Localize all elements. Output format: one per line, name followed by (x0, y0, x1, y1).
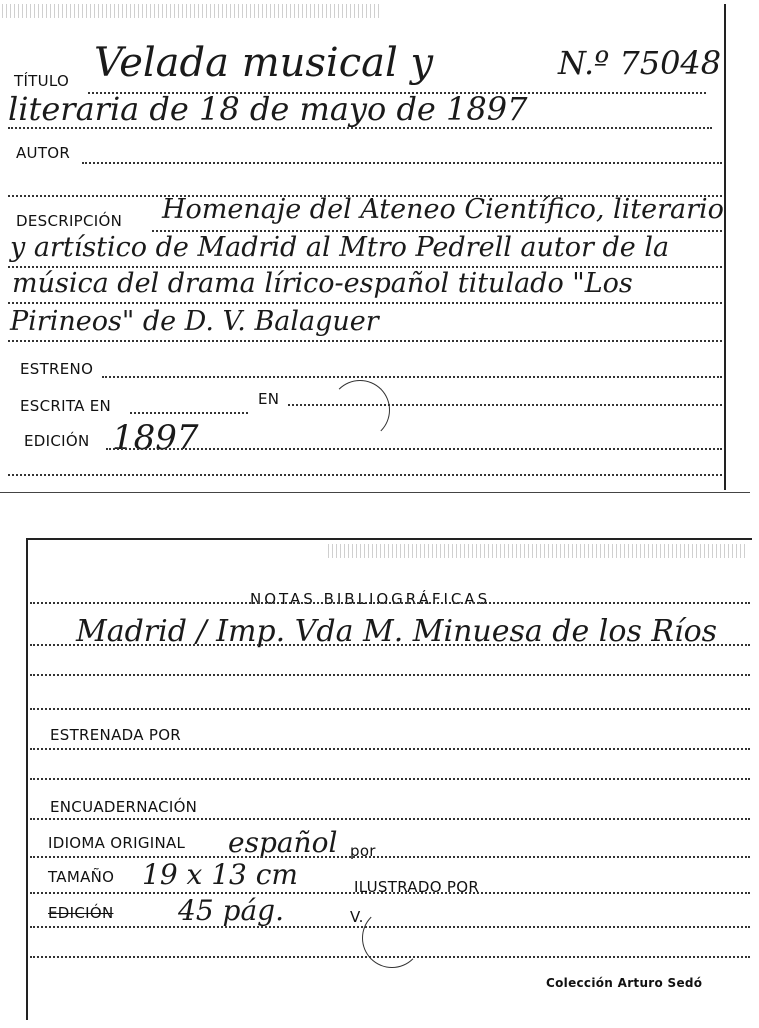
autor-dotted-line (82, 162, 722, 164)
blank-dotted-line-2 (30, 956, 750, 958)
idioma-label: IDIOMA ORIGINAL (48, 834, 186, 852)
estrenada-dotted-line (30, 748, 750, 750)
autor-label: AUTOR (16, 144, 71, 162)
descripcion-line2: y artístico de Madrid al Mtro Pedrell autor de la (10, 232, 670, 263)
descripcion-label: DESCRIPCIÓN (16, 212, 123, 230)
bottom-dotted-line (8, 474, 722, 476)
edicion-label: EDICIÓN (24, 432, 90, 450)
estrenada-label: ESTRENADA POR (50, 726, 182, 744)
notas-dotted-line-3 (30, 708, 750, 710)
descripcion-dotted-line-4 (8, 340, 722, 342)
paginas-value: 45 pág. (178, 894, 284, 927)
escrita-dotted-line (130, 412, 248, 414)
descripcion-dotted-line-3 (8, 302, 722, 304)
card-separator (0, 492, 750, 493)
idioma-value: español (228, 826, 338, 859)
descripcion-line1: Homenaje del Ateneo Científico, literario (162, 194, 724, 225)
tamano-label: TAMAÑO (48, 868, 115, 886)
encuadernacion-dotted-line (30, 818, 750, 820)
por-label: por (350, 842, 376, 860)
notas-dotted-line-2 (30, 674, 750, 676)
titulo-label: TÍTULO (14, 72, 70, 90)
tamano-value: 19 x 13 cm (142, 858, 298, 891)
edicion-dotted-line (30, 926, 750, 928)
estreno-label: ESTRENO (20, 360, 94, 378)
tamano-dotted-line (30, 892, 750, 894)
encuadernacion-label: ENCUADERNACIÓN (50, 798, 198, 816)
scan-noise (2, 4, 382, 18)
v-label: V. (350, 908, 364, 926)
titulo-line2: literaria de 18 de mayo de 1897 (8, 90, 528, 128)
coleccion-footer: Colección Arturo Sedó (546, 976, 703, 990)
notas-dotted-line-top (30, 602, 750, 604)
card-number: N.º 75048 (558, 44, 722, 82)
scan-noise (328, 544, 748, 558)
notas-label: NOTAS BIBLIOGRÁFICAS (250, 590, 491, 608)
punch-hole-mark (330, 380, 390, 440)
punch-hole-mark (362, 908, 422, 968)
en-label: EN (258, 390, 280, 408)
idioma-dotted-line (30, 856, 750, 858)
notas-value: Madrid / Imp. Vda M. Minuesa de los Ríos (76, 614, 718, 649)
ilustrado-label: ILUSTRADO POR (354, 878, 480, 896)
descripcion-line3: música del drama lírico-español titulado "Los (12, 268, 633, 299)
estreno-dotted-line (102, 376, 722, 378)
notas-dotted-line-1 (30, 644, 750, 646)
titulo-line1: Velada musical y (94, 40, 434, 86)
edicion-dotted-line (106, 448, 722, 450)
edicion-struck-label: EDICIÓN (48, 904, 114, 922)
catalog-card-front (2, 4, 726, 490)
descripcion-line4: Pirineos" de D. V. Balaguer (10, 306, 379, 337)
catalog-card-back (26, 538, 752, 1020)
escrita-label: ESCRITA EN (20, 397, 112, 415)
titulo-dotted-line-2 (8, 127, 712, 129)
blank-dotted-line (30, 778, 750, 780)
edicion-value: 1897 (112, 418, 199, 458)
